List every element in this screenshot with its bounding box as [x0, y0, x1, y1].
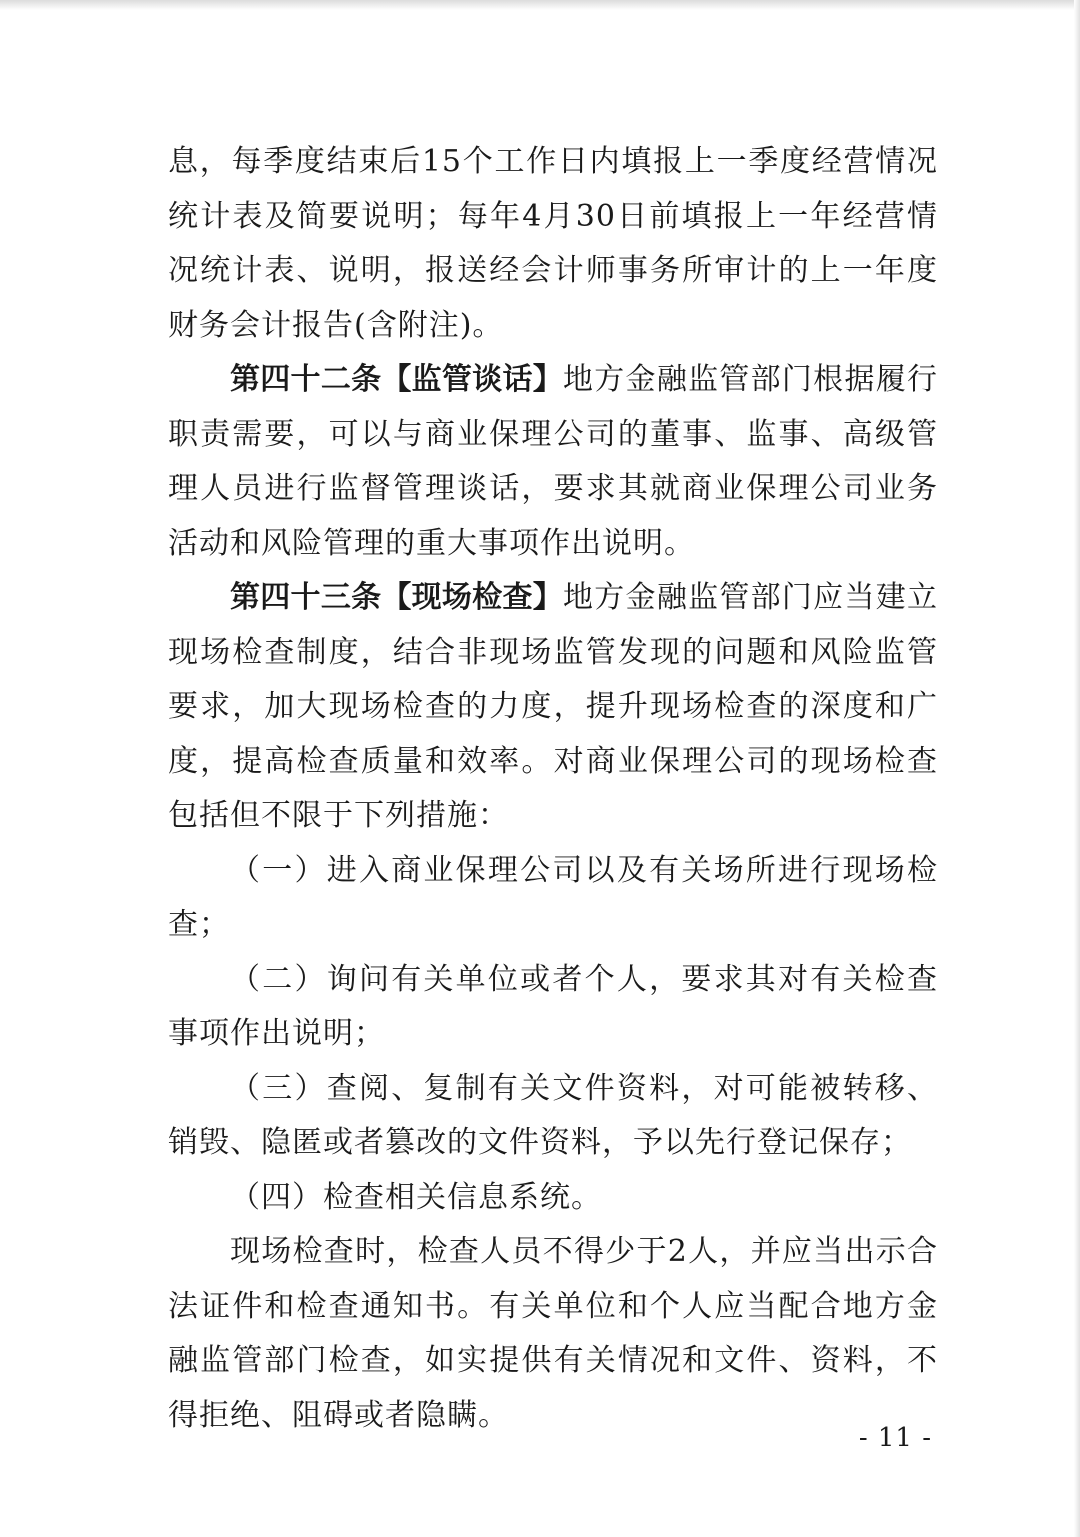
document-page [168, 135, 938, 1443]
list-item-3: （三）查阅、复制有关文件资料，对可能被转移、销毁、隐匿或者篡改的文件资料，予以先行登记保存； [168, 1070, 938, 1160]
list-item-4: （四）检查相关信息系统。 [230, 1179, 602, 1215]
page-number: - 11 - [858, 1423, 932, 1453]
article-42-heading: 第四十二条【监管谈话】 [230, 362, 563, 397]
article-43-body: 地方金融监管部门应当建立现场检查制度，结合非现场监管发现的问题和风险监管要求，加大现场检查的力度，提升现场检查的深度和广度，提高检查质量和效率。对商业保理公司的现场检查包括但不限于下列措施： [168, 580, 938, 833]
scan-edge-right [1074, 0, 1080, 1537]
list-item-1: （一）进入商业保理公司以及有关场所进行现场检查； [168, 852, 938, 942]
article-42 [168, 353, 938, 571]
paragraph-inspection: 现场检查时，检查人员不得少于2人，并应当出示合法证件和检查通知书。有关单位和个人应当配合地方金融监管部门检查，如实提供有关情况和文件、资料，不得拒绝、阻碍或者隐瞒。 [168, 1234, 938, 1433]
paragraph-continuation: 息，每季度结束后15个工作日内填报上一季度经营情况统计表及简要说明；每年4月30日前填报上一年经营情况统计表、说明，报送经会计师事务所审计的上一年度财务会计报告(含附注)。 [168, 144, 938, 343]
article-43-heading: 第四十三条【现场检查】 [230, 580, 563, 615]
scan-edge-top [0, 0, 1080, 10]
article-42-body: 地方金融监管部门根据履行职责需要，可以与商业保理公司的董事、监事、高级管理人员进行监督管理谈话，要求其就商业保理公司业务活动和风险管理的重大事项作出说明。 [168, 362, 938, 561]
article-43 [168, 571, 938, 844]
list-item-2: （二）询问有关单位或者个人，要求其对有关检查事项作出说明； [168, 961, 938, 1051]
